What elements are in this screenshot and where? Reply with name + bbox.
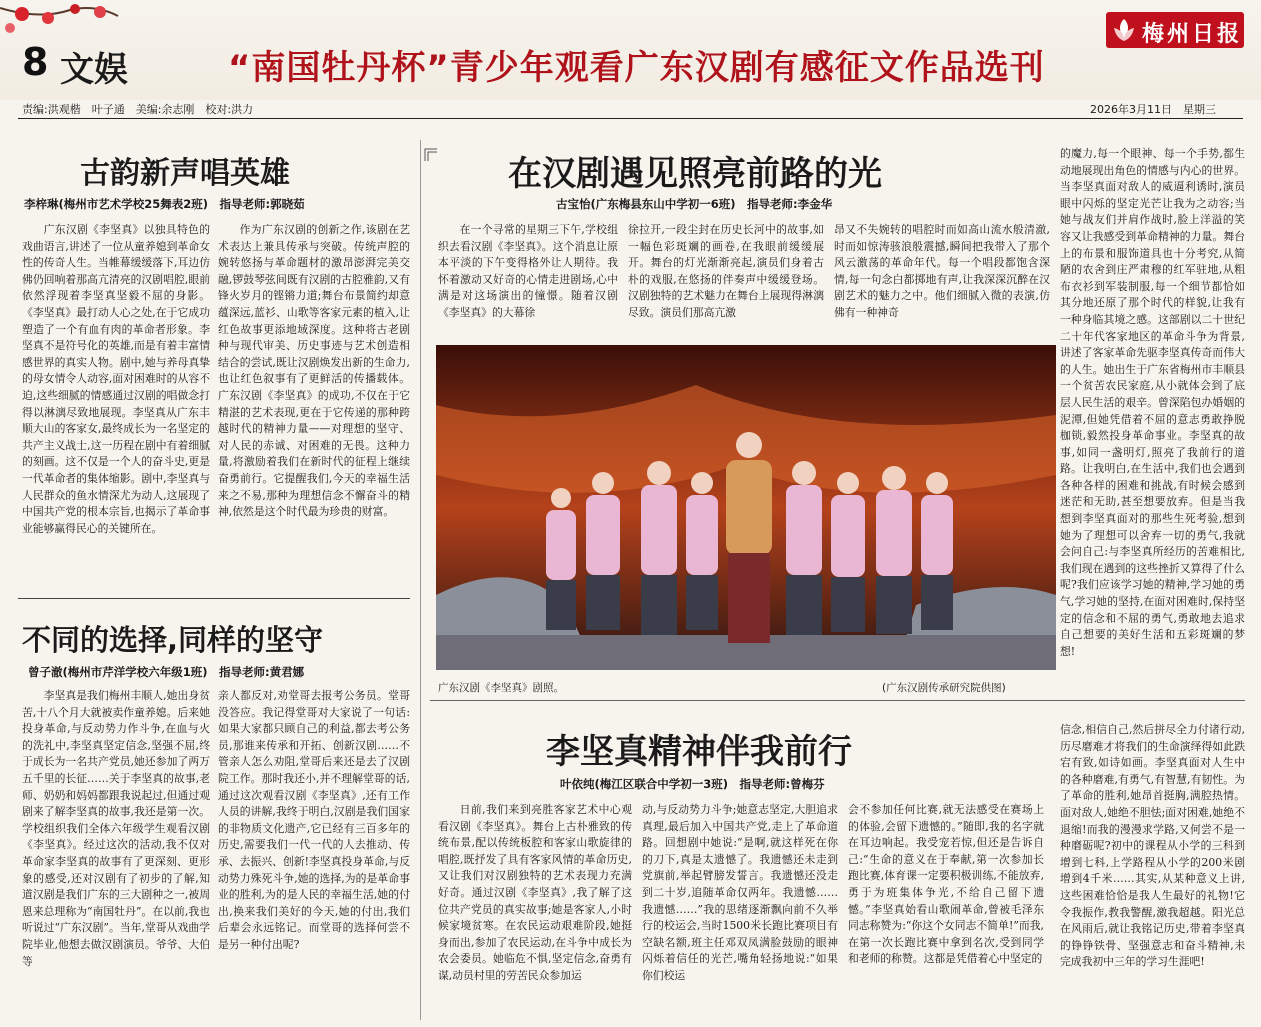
article-3-column-3: 昂又不失婉转的唱腔时而如高山流水般清澈,时而如惊涛骇浪般震撼,瞬间把我带入了那个风云激荡的革命年代。每一个唱段都饱含深情,每一句念白都掷地有声,让我深深沉醉在汉剧艺术的魅力之中。他们细腻入微的表演,仿佛有一种神奇	[834, 223, 1050, 319]
issue-date: 2026年3月11日 星期三	[1090, 103, 1216, 116]
editor-credits: 责编:洪观楷 叶子通 美编:余志刚 校对:洪力	[22, 103, 254, 116]
article-3-title: 在汉剧遇见照亮前路的光	[508, 154, 882, 194]
logo-text: 梅州日报	[1142, 22, 1243, 47]
section-name: 文娱	[60, 50, 128, 90]
article-4-column-3: 会不参加任何比赛,就无法感受在赛场上的体验,会留下遗憾的。”随即,我的名字就在耳边响起。我受宠若惊,但还是告诉自己:“生命的意义在于奉献,第一次参加长跑比赛,体育课一定要积极训练,不能放弃,勇于为班集体争光,不给自己留下遗憾。”李坚真始看山歌闹革命,曾被毛泽东同志称赞为:“你这个女同志不简单!”而我,在第一次长跑比赛中拿到名次,受到同学和老师的称赞。这都是凭借着心中坚定的	[848, 803, 1044, 966]
article-2-column-1: 李坚真是我们梅州丰顺人,她出身贫苦,十八个月大就被卖作童养媳。后来她投身革命,与反动势力作斗争,在血与火的洗礼中,李坚真坚定信念,坚强不屈,终于成长为一名共产党员,她还参加了两万五千里的长征……关于李坚真的故事,老师、奶奶和妈妈都跟我说起过,但通过观剧来了解李坚真的故事,我还是第一次。学校组织我们全体六年级学生观看汉剧《李坚真》。经过这次的活动,我不仅对革命家李坚真的故事有了更深刻、更形象的感受,还对汉剧有了初步的了解,知道汉剧是我们广东的三大剧种之一,被周恩来总理称为“南国牡丹”。在以前,我也听说过“广东汉剧”。当年,堂哥从戏曲学院毕业,他想去做汉剧演员。爷爷、大伯等	[22, 689, 210, 968]
article-1-column-2: 作为广东汉剧的创新之作,该剧在艺术表达上兼具传承与突破。传统声腔的婉转悠扬与革命题材的激昂澎湃完美交融,锣鼓琴弦间既有汉剧的古腔雅韵,又有锋火岁月的铿锵力道;舞台布景简约却意蕴深远,蓝衫、山歌等客家元素的植入,让红色故事更添地域深度。这种将古老剧种与现代审美、历史事迹与艺术创造相结合的尝试,既让汉剧焕发出新的生命力,也让红色叙事有了更鲜活的传播载体。广东汉剧《李坚真》的成功,不仅在于它精湛的艺术表现,更在于它传递的那种跨越时代的精神力量——对理想的坚守、对人民的赤诚、对困难的无畏。这种力量,将激励着我们在新时代的征程上继续奋勇前行。它提醒我们,今天的幸福生活来之不易,那种为理想信念不懈奋斗的精神,依然是这个时代最为珍贵的财富。	[218, 223, 410, 519]
article-4-column-4: 信念,相信自己,然后拼尽全力付诸行动,历尽磨难才将我们的生命演绎得如此跌宕有致,如诗如画。李坚真面对人生中的各种磨难,有勇气,有智慧,有韧性。为了革命的胜利,她昂首挺胸,满腔热情。面对敌人,她绝不胆怯;面对困难,她绝不退缩!而我的漫漫求学路,又何尝不是一种磨砺呢?初中的课程从小学的三科到增到七科,上学路程从小学的200米剧增到4千米……其实,从某种意义上讲,这些困难恰恰是我人生最好的礼物!它令我振作,教我警醒,激我超越。阳光总在风雨后,就让我铭记历史,带着李坚真的铮铮铁骨、坚强意志和奋斗精神,未完成我初中三年的学习生涯吧!	[1060, 723, 1245, 969]
corner-ornament-icon	[424, 148, 438, 162]
article-4-title: 李坚真精神伴我前行	[546, 732, 852, 772]
article-divider	[18, 598, 410, 599]
article-1-title: 古韵新声唱英雄	[80, 156, 290, 191]
article-1-byline: 李梓琳(梅州市艺术学校25舞表2班) 指导老师:郭晓茹	[24, 197, 305, 211]
article-3-column-2: 徐拉开,一段尘封在历史长河中的故事,如一幅色彩斑斓的画卷,在我眼前缓缓展开。舞台的灯光渐渐亮起,演员们身着古朴的戏服,在悠扬的伴奏声中缓缓登场。汉剧独特的艺术魅力在舞台上展现得淋漓尽致。演员们那高亢激	[628, 223, 824, 319]
article-2-byline: 曾子澈(梅州市芹洋学校六年级1班) 指导老师:黄君娜	[28, 665, 305, 679]
article-1-column-1: 广东汉剧《李坚真》以独具特色的戏曲语言,讲述了一位从童养媳到革命女性的传奇人生。当帷幕缓缓落下,耳边仿佛仍回响着那高亢清亮的汉剧唱腔,眼前依然浮现着李坚真坚毅不屈的身影。《李坚真》最打动人心之处,在于它成功塑造了一个有血有肉的革命者形象。李坚真不是符号化的英雄,而是有着丰富情感世界的真实人物。剧中,她与养母真挚的母女情令人动容,面对困难时的从容不迫,这些细腻的情感通过汉剧的唱做念打得以淋漓尽致地展现。李坚真从广东丰顺大山的客家女,最终成长为一名坚定的共产主义战士,这一历程在剧中有着细腻的刻画。这不仅是一个人的奋斗史,更是一代革命者的集体缩影。剧中,李坚真与人民群众的鱼水情深尤为动人,这展现了中国共产党的根本宗旨,也揭示了革命事业能够赢得民心的关键所在。	[22, 223, 210, 535]
article-3-column-4: 的魔力,每一个眼神、每一个手势,都生动地展现出角色的情感与内心的世界。当李坚真面对敌人的威逼利诱时,演员眼中闪烁的坚定光芒让我为之动容;当她与战友们并肩作战时,脸上洋溢的笑容又让我感受到革命精神的力量。舞台上的布景和服饰道具也十分考究,从简陋的农舍到庄严肃穆的红军驻地,从粗布衣衫到军装制服,每一个细节都恰如其分地还原了那个时代的样貌,让我有一种身临其境之感。这部剧以二十世纪二十年代客家地区的革命斗争为背景,讲述了客家革命先驱李坚真传奇而伟大的人生。她出生于广东省梅州市丰顺县一个贫苦农民家庭,从小就体会到了底层人民生活的艰辛。曾深陷包办婚姻的泥潭,但她凭借着不屈的意志勇敢挣脱枷锁,毅然投身革命事业。李坚真的故事,如同一盏明灯,照亮了我前行的道路。让我明白,在生活中,我们也会遇到各种各样的困难和挑战,有时候会感到迷茫和无助,甚至想要放弃。但是当我想到李坚真面对的那些生死考验,想到她为了理想可以舍弃一切的勇气,我就会问自己:与李坚真所经历的苦难相比,我们现在遇到的这些挫折又算得了什么呢?我们应该学习她的精神,学习她的勇气,学习她的坚持,在面对困难时,保持坚定的信念和不屈的勇气,勇敢地去追求自己想要的美好生活和五彩斑斓的梦想!	[1060, 147, 1245, 658]
banner-title: “南国牡丹杯”青少年观看广东汉剧有感征文作品选刊	[228, 48, 1045, 88]
photo-divider	[430, 700, 1245, 701]
column-separator	[420, 140, 421, 1020]
article-4-column-1: 日前,我们来到亮胜客家艺术中心观看汉剧《李坚真》。舞台上古朴雅致的传统布景,配以传统板腔和客家山歌旋律的唱腔,既抒发了具有客家风情的革命历史,又让我们对汉剧独特的艺术表现力充满好奇。通过汉剧《李坚真》,我了解了这位共产党员的真实故事;她是客家人,小时候家境贫寒。在农民运动艰难阶段,她挺身而出,参加了农民运动,在斗争中成长为农会委员。她临危不惧,坚定信念,奋勇有谋,动员村里的劳苦民众参加运	[438, 803, 632, 982]
header-rule	[18, 118, 1243, 119]
article-3-byline: 古宝怡(广东梅县东山中学初一6班) 指导老师:李金华	[556, 197, 833, 211]
article-4-column-2: 动,与反动势力斗争;她意志坚定,大胆追求真理,最后加入中国共产党,走上了革命道路。回想剧中她说:“是啊,就这样死在你的刀下,真是太遗憾了。我遗憾还未走到党旗前,举起臂膀发誓言。我遗憾还没走到二十岁,追随革命仅两年。我遗憾……我遗憾……”我的思绪逐渐飘向前不久举行的校运会,当时1500米长跑比赛项目有空缺名额,班主任邓双凤满脸鼓励的眼神闪烁着信任的光芒,嘴角轻扬地说:“如果你们校运	[642, 803, 838, 982]
photo-credit: (广东汉剧传承研究院供图)	[882, 682, 1006, 694]
article-3-column-1: 在一个寻常的星期三下午,学校组织去看汉剧《李坚真》。这个消息让原本平淡的下午变得格外让人期待。我怀着激动又好奇的心情走进剧场,心中满是对这场演出的憧憬。随着汉剧《李坚真》的大幕徐	[438, 223, 618, 319]
opera-stage-photo	[436, 345, 1056, 670]
article-4-byline: 叶依纯(梅江区联合中学初一3班) 指导老师:曾梅芬	[560, 777, 825, 791]
article-2-title: 不同的选择,同样的坚守	[22, 623, 324, 657]
flower-logo-icon	[1110, 16, 1138, 44]
page-number: 8	[22, 40, 49, 84]
newspaper-logo	[1106, 12, 1244, 48]
article-2-column-2: 亲人都反对,劝堂哥去报考公务员。堂哥没答应。我记得堂哥对大家说了一句话:如果大家都只顾自己的利益,都去考公务员,那谁来传承和开拓、创新汉剧……不管亲人怎么劝阻,堂哥后来还是去了汉剧院工作。那时我还小,并不理解堂哥的话,通过这次观看汉剧《李坚真》,还有工作人员的讲解,我终于明白,汉剧是我们国家的非物质文化遗产,它已经有三百多年的历史,需要我们一代一代的人去推动、传承、去振兴、创新!李坚真投身革命,与反动势力殊死斗争,她的选择,为的是革命事业的胜利,为的是人民的幸福生活,她的付出,换来我们美好的今天,她的付出,我们后辈会永远铭记。而堂哥的选择何尝不是另一种付出呢?	[218, 689, 410, 951]
photo-caption: 广东汉剧《李坚真》剧照。	[438, 682, 564, 694]
